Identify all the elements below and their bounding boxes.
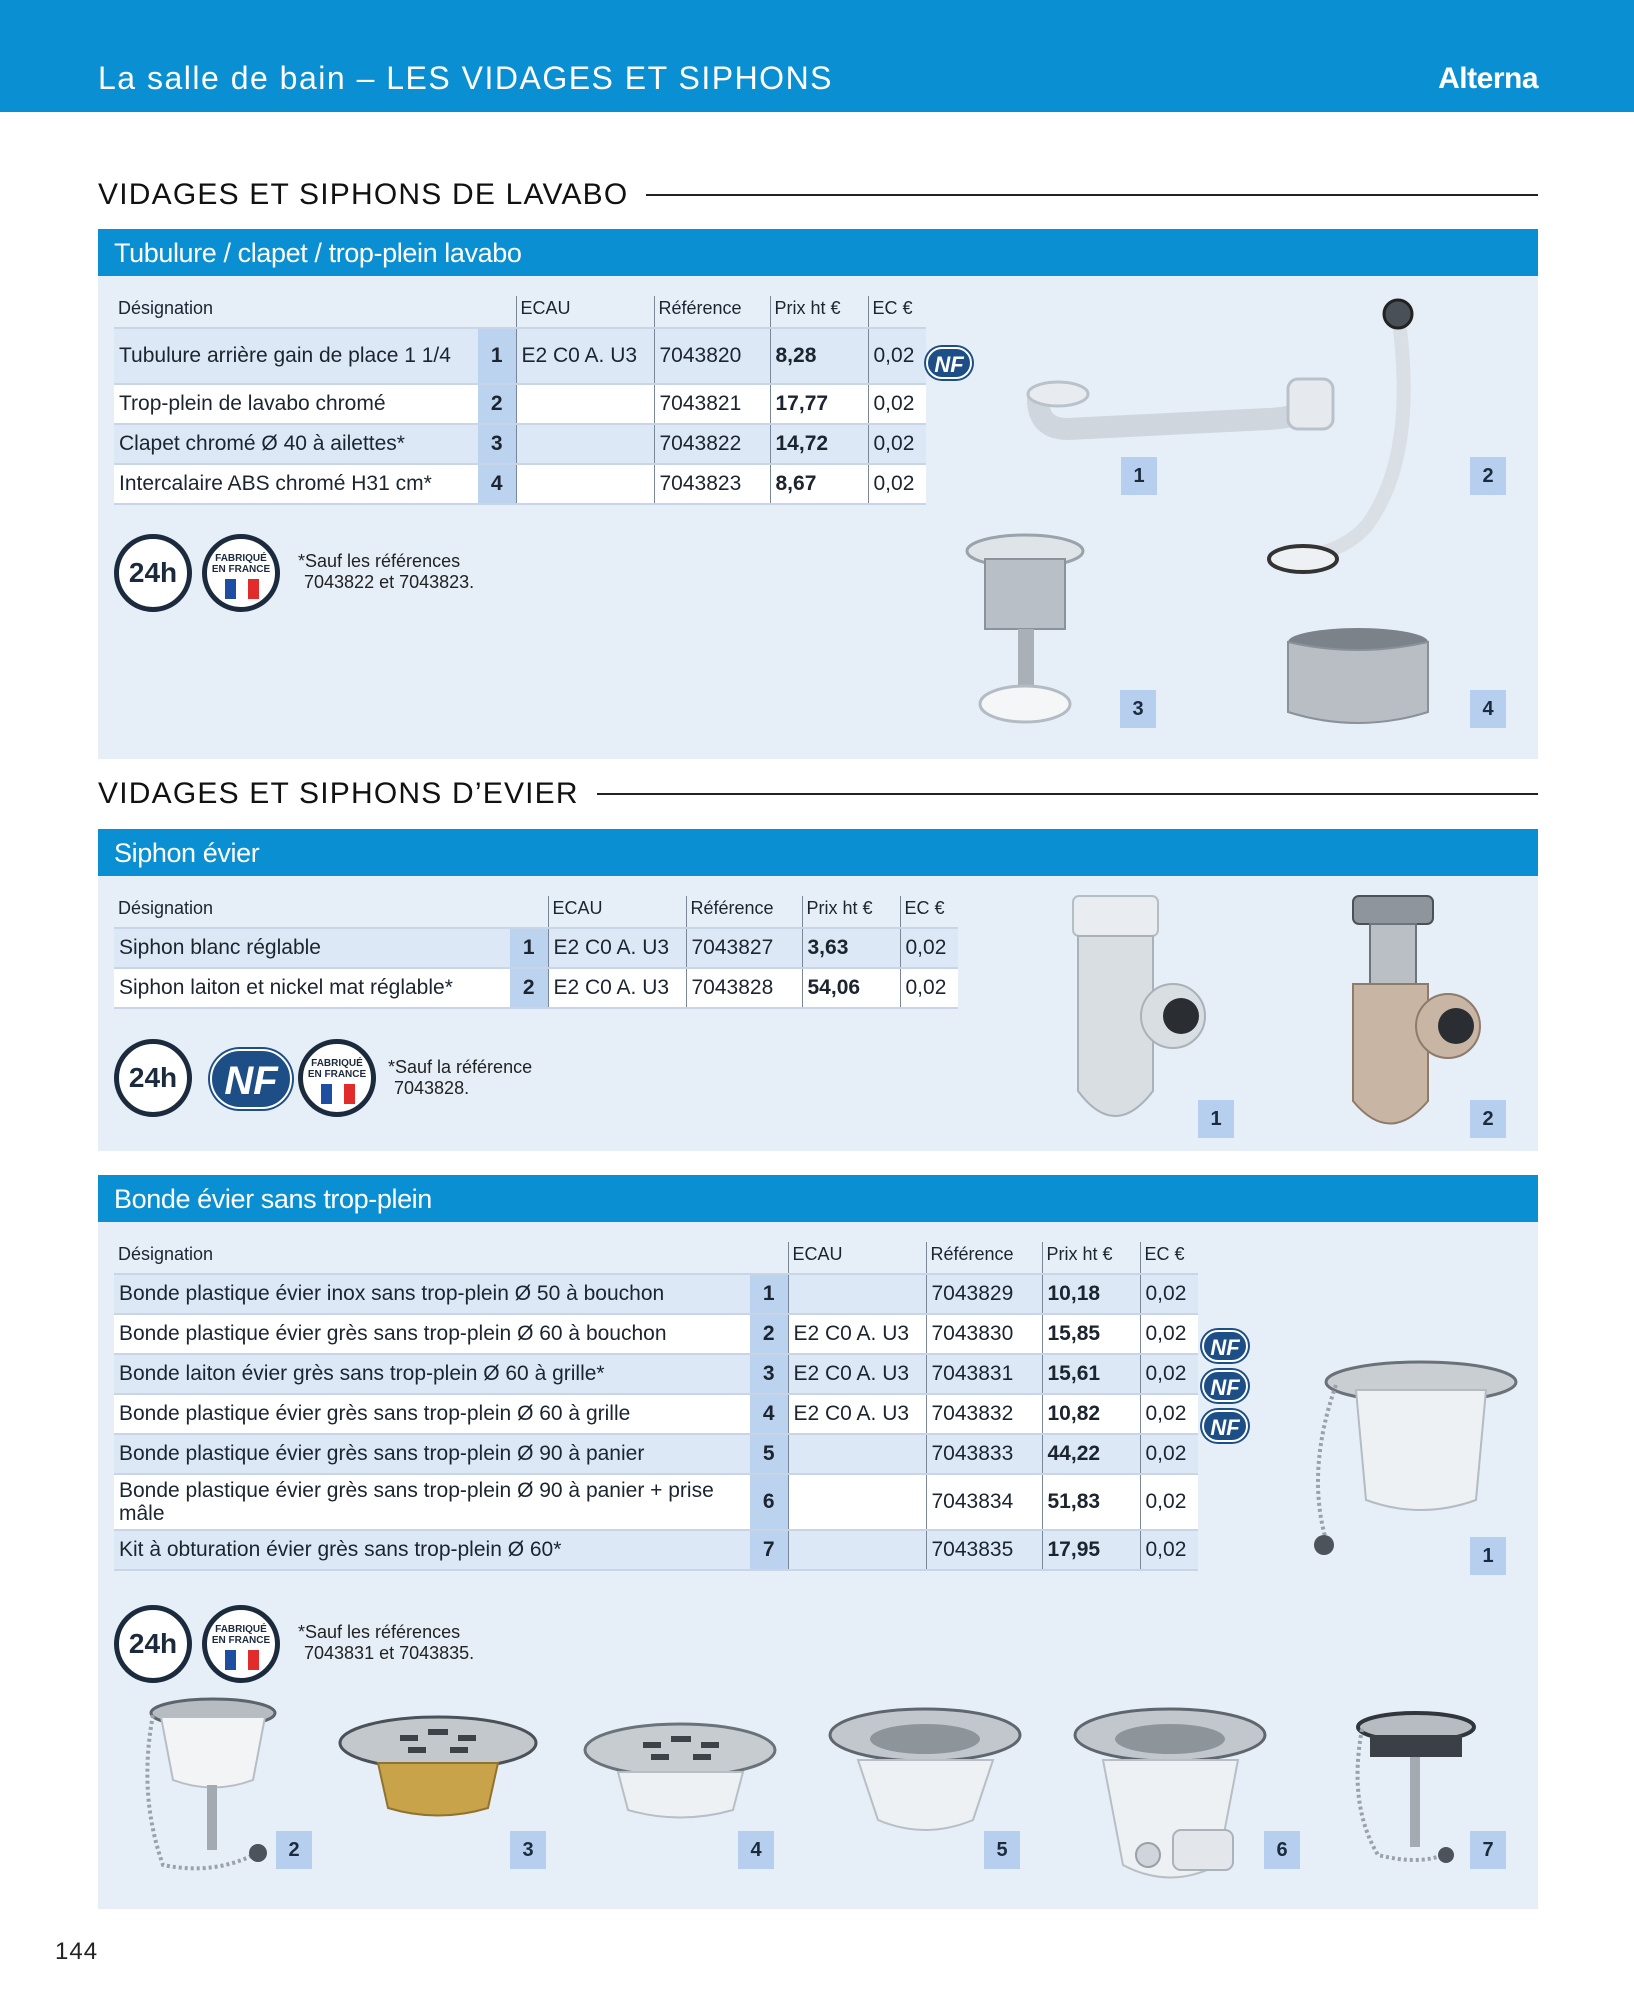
table-row [114,1530,1198,1570]
cell-reference: 7043823 [654,464,770,504]
cell-ecau [516,384,654,424]
cell-ecau: E2 C0 A. U3 [516,328,654,384]
cell-reference: 7043828 [686,968,802,1008]
cell-designation: Bonde plastique évier grès sans trop-plein Ø 90 à panier [114,1434,750,1474]
cell-ecau: E2 C0 A. U3 [788,1354,926,1394]
cell-num: 3 [750,1354,788,1394]
cell-num: 3 [478,424,516,464]
cell-reference: 7043830 [926,1314,1042,1354]
cell-ec: 0,02 [1140,1474,1198,1530]
cell-reference: 7043821 [654,384,770,424]
cell-designation: Bonde laiton évier grès sans trop-plein Ø 60 à grille* [114,1354,750,1394]
cell-ec: 0,02 [868,464,926,504]
nf-badge: NF [1202,1410,1248,1442]
made-in-france-badge: FABRIQUÉ EN FRANCE [202,534,280,612]
table-row [114,1314,1198,1354]
cell-prix: 8,28 [770,328,868,384]
made-in-france-badge: FABRIQUÉ EN FRANCE [202,1605,280,1683]
section-title: VIDAGES ET SIPHONS D’EVIER [98,777,579,810]
cell-reference: 7043835 [926,1530,1042,1570]
cell-ec: 0,02 [1140,1434,1198,1474]
col-ecau: ECAU [548,896,686,928]
col-num [478,296,516,328]
page-title: La salle de bain – LES VIDAGES ET SIPHONS [98,60,834,96]
cell-designation: Bonde plastique évier grès sans trop-plein Ø 60 à grille [114,1394,750,1434]
nf-badge: NF [1202,1370,1248,1402]
panel-title: Bonde évier sans trop-plein [98,1175,1538,1222]
cell-designation: Siphon laiton et nickel mat réglable* [114,968,510,1008]
table-row [114,328,926,384]
cell-prix: 10,82 [1042,1394,1140,1434]
cell-designation: Tubulure arrière gain de place 1 1/4 [114,328,478,384]
made-in-france-badge: FABRIQUÉ EN FRANCE [298,1039,376,1117]
cell-ecau [788,1274,926,1314]
table-row [114,1394,1198,1434]
table-row [114,1354,1198,1394]
table-row [114,968,958,1008]
table-row [114,1274,1198,1314]
table-header [114,1242,1198,1274]
cell-prix: 8,67 [770,464,868,504]
header-bar [0,0,1634,112]
panel-title: Siphon évier [98,829,1538,876]
24h-badge: 24h [114,1039,192,1117]
section-evier-heading [98,777,1538,811]
cell-reference: 7043831 [926,1354,1042,1394]
cell-prix: 15,61 [1042,1354,1140,1394]
table-row [114,928,958,968]
cell-prix: 17,95 [1042,1530,1140,1570]
cell-reference: 7043833 [926,1434,1042,1474]
cell-ec: 0,02 [900,928,958,968]
cell-num: 2 [510,968,548,1008]
product-table [114,896,958,1009]
cell-prix: 44,22 [1042,1434,1140,1474]
bonde-inox-image [1296,1350,1526,1565]
section-lavabo-heading [98,178,1538,212]
col-reference: Référence [654,296,770,328]
cell-ec: 0,02 [868,384,926,424]
panel-bonde [98,1175,1538,1909]
cell-designation: Siphon blanc réglable [114,928,510,968]
24h-badge: 24h [114,1605,192,1683]
cell-num: 1 [750,1274,788,1314]
cell-ecau [516,464,654,504]
col-reference: Référence [686,896,802,928]
clapet-image [963,529,1093,729]
siphon-laiton-image [1328,891,1488,1146]
trop-plein-image [1258,294,1438,594]
col-prix: Prix ht € [770,296,868,328]
bonde-panier-prise-image [1073,1705,1268,1890]
intercalaire-image [1283,624,1433,734]
cell-num: 6 [750,1474,788,1530]
image-tag: 3 [510,1831,546,1869]
table-header [114,296,926,328]
cell-reference: 7043829 [926,1274,1042,1314]
kit-obturation-image [1348,1705,1478,1875]
col-ec: EC € [900,896,958,928]
image-tag: 1 [1198,1100,1234,1138]
cell-designation: Trop-plein de lavabo chromé [114,384,478,424]
image-tag: 1 [1470,1537,1506,1575]
footnote: *Sauf les références 7043822 et 7043823. [298,551,475,592]
cell-ecau: E2 C0 A. U3 [548,968,686,1008]
cell-ecau [788,1530,926,1570]
cell-num: 2 [478,384,516,424]
cell-designation: Intercalaire ABS chromé H31 cm* [114,464,478,504]
bonde-laiton-image [338,1713,538,1823]
cell-prix: 3,63 [802,928,900,968]
section-rule [646,194,1538,196]
cell-reference: 7043820 [654,328,770,384]
nf-badge: NF [1202,1330,1248,1362]
bonde-panier-image [828,1705,1023,1840]
col-num [750,1242,788,1274]
image-tag: 7 [1470,1831,1506,1869]
table-header [114,896,958,928]
cell-num: 4 [478,464,516,504]
cell-ecau: E2 C0 A. U3 [788,1314,926,1354]
col-designation: Désignation [118,898,214,918]
cell-ecau: E2 C0 A. U3 [548,928,686,968]
table-row [114,424,926,464]
product-table [114,296,926,505]
cell-prix: 17,77 [770,384,868,424]
cell-ec: 0,02 [868,424,926,464]
cell-ec: 0,02 [1140,1530,1198,1570]
col-ecau: ECAU [788,1242,926,1274]
image-tag: 2 [276,1831,312,1869]
col-ec: EC € [1140,1242,1198,1274]
image-tag: 5 [984,1831,1020,1869]
image-tag: 2 [1470,1100,1506,1138]
image-tag: 4 [738,1831,774,1869]
nf-badge: NF [210,1049,292,1109]
brand-logo: Alterna [1438,62,1538,95]
col-ecau: ECAU [516,296,654,328]
table-row [114,1434,1198,1474]
24h-badge: 24h [114,534,192,612]
cell-num: 1 [478,328,516,384]
cell-ec: 0,02 [1140,1354,1198,1394]
image-tag: 2 [1470,457,1506,495]
col-prix: Prix ht € [1042,1242,1140,1274]
cell-designation: Kit à obturation évier grès sans trop-plein Ø 60* [114,1530,750,1570]
cell-ec: 0,02 [1140,1274,1198,1314]
image-tag: 1 [1121,457,1157,495]
nf-badge: NF [926,347,972,379]
cell-ecau [788,1474,926,1530]
table-row [114,384,926,424]
cell-num: 4 [750,1394,788,1434]
image-tag: 6 [1264,1831,1300,1869]
panel-title: Tubulure / clapet / trop-plein lavabo [98,229,1538,276]
cell-prix: 15,85 [1042,1314,1140,1354]
product-table [114,1242,1198,1571]
section-rule [597,793,1538,795]
cell-reference: 7043827 [686,928,802,968]
cell-prix: 51,83 [1042,1474,1140,1530]
cell-prix: 54,06 [802,968,900,1008]
col-reference: Référence [926,1242,1042,1274]
footnote: *Sauf la référence 7043828. [388,1057,533,1098]
bonde-grille-image [583,1720,778,1825]
col-num [510,896,548,928]
table-row [114,1474,1198,1530]
cell-designation: Clapet chromé Ø 40 à ailettes* [114,424,478,464]
cell-ecau [788,1434,926,1474]
cell-num: 7 [750,1530,788,1570]
footnote: *Sauf les références 7043831 et 7043835. [298,1622,475,1663]
cell-ec: 0,02 [1140,1314,1198,1354]
bonde-bouchon-image [133,1695,278,1880]
col-designation: Désignation [118,298,214,318]
cell-prix: 14,72 [770,424,868,464]
col-ec: EC € [868,296,926,328]
cell-designation: Bonde plastique évier grès sans trop-plein Ø 60 à bouchon [114,1314,750,1354]
siphon-blanc-image [1053,891,1213,1146]
cell-num: 2 [750,1314,788,1354]
cell-prix: 10,18 [1042,1274,1140,1314]
cell-reference: 7043834 [926,1474,1042,1530]
cell-ecau [516,424,654,464]
panel-tubulure [98,229,1538,759]
cell-ec: 0,02 [900,968,958,1008]
image-tag: 3 [1120,690,1156,728]
cell-reference: 7043832 [926,1394,1042,1434]
cell-designation: Bonde plastique évier grès sans trop-plein Ø 90 à panier + prise mâle [114,1474,750,1530]
cell-reference: 7043822 [654,424,770,464]
section-title: VIDAGES ET SIPHONS DE LAVABO [98,178,629,211]
cell-ec: 0,02 [1140,1394,1198,1434]
cell-num: 5 [750,1434,788,1474]
col-designation: Désignation [118,1244,214,1264]
image-tag: 4 [1470,690,1506,728]
page-number: 144 [55,1938,99,1965]
table-row [114,464,926,504]
panel-siphon [98,829,1538,1151]
col-prix: Prix ht € [802,896,900,928]
cell-ecau: E2 C0 A. U3 [788,1394,926,1434]
cell-num: 1 [510,928,548,968]
cell-designation: Bonde plastique évier inox sans trop-plein Ø 50 à bouchon [114,1274,750,1314]
cell-ec: 0,02 [868,328,926,384]
